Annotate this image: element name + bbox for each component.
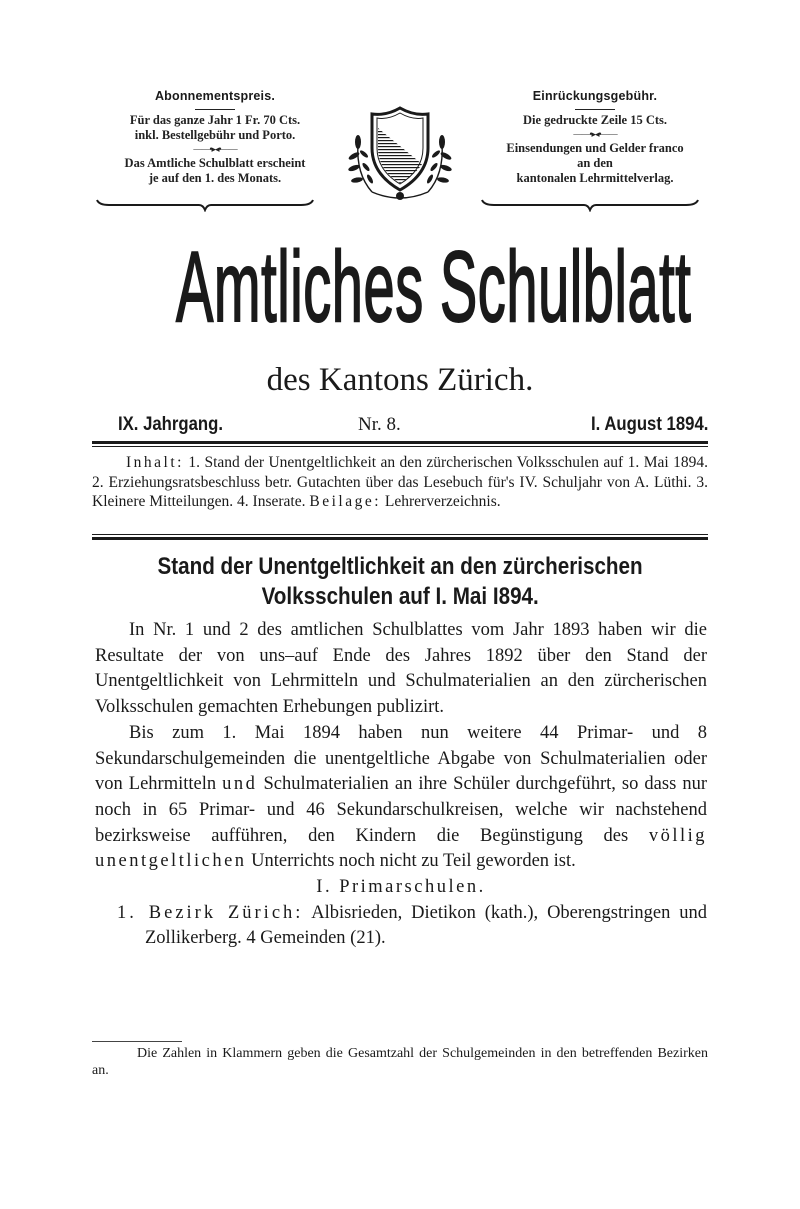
masthead-title: Amtliches Schulblatt: [176, 231, 692, 343]
contents-label: Inhalt:: [126, 454, 184, 471]
price-note: inkl. Bestellgebühr und Porto.: [134, 128, 296, 142]
paragraph-text: Schulmaterialien an ihre Schüler durchgeführt, so dass nur noch in 65 Primar- und 46 Sekundarschulkreisen, welche wir nachstehend bezirksweise aufführen, den Kindern die Begünstigung des: [95, 774, 707, 846]
issue-info: [118, 412, 708, 438]
publication-note: je auf den 1. des Monats.: [148, 171, 282, 185]
insertion-fee-title: Einrückungsgebühr.: [532, 89, 658, 103]
supplement-text: Lehrerverzeichnis.: [381, 493, 501, 510]
submission-note: an den: [577, 156, 613, 170]
divider: [195, 109, 235, 110]
fee-line: Die gedruckte Zeile 15 Cts.: [522, 113, 668, 127]
article-title-line: Volksschulen auf I. Mai I894.: [261, 583, 539, 610]
supplement-label: Beilage:: [309, 493, 382, 510]
ornament-divider: ——•▸◂•——: [193, 144, 237, 154]
district-entry: [95, 901, 707, 952]
paragraph-text: Bis zum 1. Mai 1894 haben nun weitere 44 Primar- und 8 Sekundarschulgemeinden die unentgeltliche Abgabe von Schulmaterialien oder von Lehrmitteln: [95, 722, 707, 795]
insertion-fee-box: [470, 88, 720, 186]
submission-note: Einsendungen und Gelder franco: [506, 141, 684, 155]
issue-number: Nr. 8.: [358, 414, 401, 435]
district-text: Albisrieden, Dietikon (kath.), Oberengstringen und Zollikerberg. 4 Gemeinden (21).: [145, 902, 707, 949]
coat-of-arms-icon: [342, 104, 458, 204]
submission-note: kantonalen Lehrmittelverlag.: [516, 171, 674, 185]
article-title: [92, 552, 708, 612]
section-heading: I. Primarschulen.: [316, 877, 486, 898]
masthead: [0, 222, 800, 352]
article-title-line: Stand der Unentgeltlichkeit an den zürcherischen: [157, 553, 643, 580]
footnote: Die Zahlen in Klammern geben die Gesamtzahl der Schulgemeinden in den betreffenden Bezirken an.: [92, 1046, 708, 1078]
double-rule: [92, 534, 708, 540]
subscription-title: Abonnementspreis.: [154, 89, 276, 103]
subscription-price-box: [90, 88, 340, 186]
paragraph: In Nr. 1 und 2 des amtlichen Schulblattes vom Jahr 1893 haben wir die Resultate der von uns–auf Ende des Jahres 1892 über den Stand der Unentgeltlichkeit von Lehrmitteln und Schulmaterialien an den zürcherischen Volksschulen gemachten Erhebungen publizirt.: [95, 620, 707, 718]
paragraph: [95, 721, 707, 875]
paragraph-text: Unterrichts noch nicht zu Teil geworden ist.: [246, 851, 576, 872]
footnote-rule: [92, 1041, 182, 1042]
issue-date: I. August 1894.: [590, 414, 708, 435]
divider: [575, 109, 615, 110]
masthead-subtitle: des Kantons Zürich.: [266, 362, 534, 398]
double-rule: [92, 441, 708, 447]
district-label: 1. Bezirk Zürich:: [117, 902, 304, 923]
article-body: [95, 618, 707, 952]
brace-ornament: [95, 198, 315, 212]
ornament-divider: ——•▸◂•——: [573, 129, 617, 139]
issue-year: IX. Jahrgang.: [118, 414, 223, 435]
contents-text: 1. Stand der Unentgeltlichkeit an den zürcherischen Volksschulen auf 1. Mai 1894. 2. Erziehungsratsbeschluss betr. Gutachten über das Lesebuch für's IV. Schuljahr von A. Lüthi. 3. Kleinere Mitteilungen. 4. Inserate.: [92, 454, 708, 510]
brace-ornament: [480, 198, 700, 212]
emphasis-text: und: [222, 774, 258, 795]
table-of-contents: [92, 453, 708, 512]
publication-note: Das Amtliche Schulblatt erscheint: [124, 156, 306, 170]
emphasis-text: völlig unentgeltlichen: [95, 825, 707, 872]
price-line: Für das ganze Jahr 1 Fr. 70 Cts.: [129, 113, 301, 127]
